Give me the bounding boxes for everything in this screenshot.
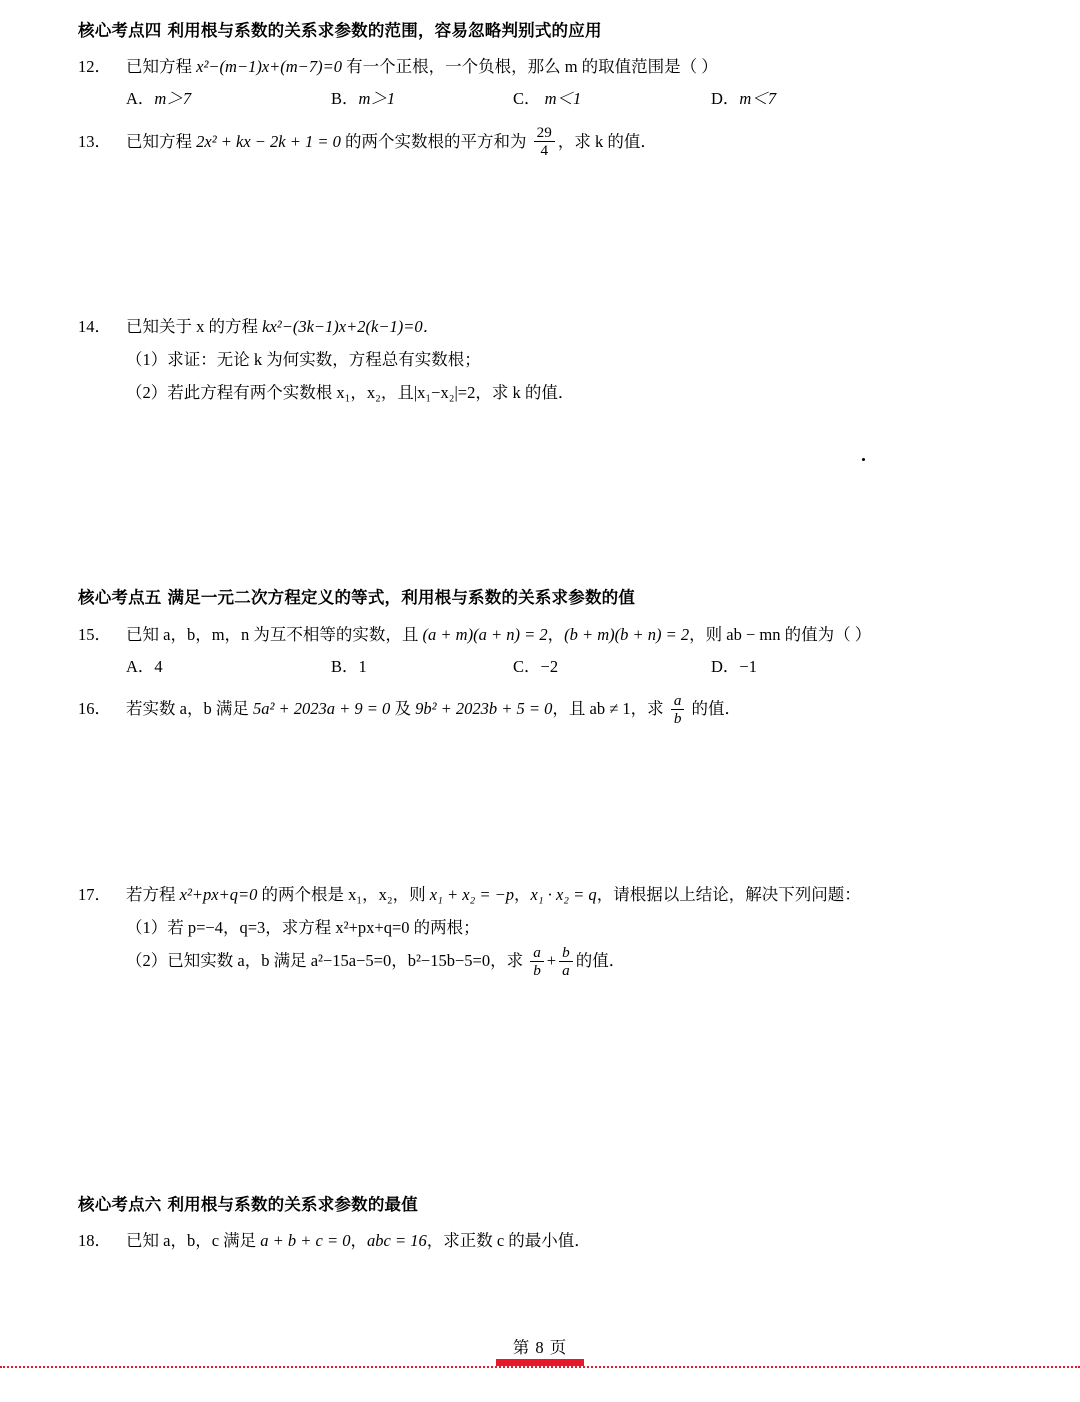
option-d-value: −1 [739,656,757,676]
question-17-mid: 的两个根是 x₁，x₂，则 [257,884,430,904]
question-13-expression: 2x² + kx − 2k + 1 = 0 [196,131,341,151]
option-a-value: 4 [154,656,163,676]
option-d [711,651,861,682]
option-d-label: D． [711,656,740,676]
option-b-value: m＞1 [358,89,396,109]
question-13-mid: 的两个实数根的平方和为 [340,131,531,151]
question-18-tail: ，求正数 c 的最小值． [426,1231,591,1251]
question-13-number: 13． [78,131,111,151]
question-15-text [126,625,871,644]
option-b-label: B． [331,89,359,109]
question-16-mid: 及 [390,699,416,719]
answer-space-16 [78,728,1018,878]
option-d-value: m＜7 [739,89,777,109]
fraction-numerator: 29 [536,124,552,142]
question-17-fraction-1 [530,944,544,979]
question-12-lead: 已知方程 [126,57,197,77]
option-c-value: m＜1 [544,89,582,109]
spacer [78,559,1018,585]
question-15-tail: ，则 ab − mn 的值为（ ） [689,624,872,644]
question-16-expression-1: 5a² + 2023a + 9 = 0 [252,699,391,719]
option-d-label: D． [711,89,740,109]
question-17-expression-2: x₁ + x₂ = −p [429,884,515,904]
option-b-value: 1 [358,656,367,676]
question-16 [78,692,1018,728]
question-15-number: 15． [78,624,111,644]
fraction-denominator: 4 [534,141,555,159]
question-17 [78,878,1018,911]
fraction-numerator: a [533,943,541,961]
page-footer [0,1306,1080,1402]
question-14-lead: 已知关于 x 的方程 [126,317,263,337]
option-b [331,83,513,114]
question-13-fraction [534,124,555,159]
question-17-tail: ，请根据以上结论，解决下列问题： [596,884,861,904]
question-18-mid: ， [350,1231,368,1251]
question-12-tail: 有一个正根，一个负根，那么 m 的取值范围是（ ） [341,57,718,77]
question-12-text [126,57,718,76]
answer-space-14 [78,409,1018,559]
question-16-fraction [671,692,685,727]
question-18-expression-1: a + b + c = 0 [260,1231,351,1251]
fraction-numerator: b [562,943,570,961]
option-a [126,83,331,114]
option-a-label: A． [126,89,155,109]
footer-accent-bar [496,1359,584,1366]
question-17-sub-2-lead: （2）已知实数 a，b 满足 a²−15a−5=0，b²−15b−5=0，求 [126,950,528,970]
fraction-numerator: a [673,691,682,709]
option-c [513,651,711,682]
page-number: 第 8 页 [503,1334,578,1358]
option-a-label: A． [126,656,155,676]
spacer [78,115,1018,125]
question-17-sub-2 [78,944,1018,980]
fraction-denominator: b [530,961,544,979]
option-b [331,651,513,682]
section-heading-6: 核心考点六 利用根与系数的关系求参数的最值 [78,1194,418,1214]
question-17-sub-2-tail: 的值． [575,950,626,970]
option-c [513,83,711,114]
section-heading-4: 核心考点四 利用根与系数的关系求参数的范围，容易忽略判别式的应用 [78,21,602,40]
spacer [78,682,1018,692]
question-18-expression-2: abc = 16 [367,1231,427,1251]
fraction-denominator: a [559,961,573,979]
question-13-text [126,124,657,160]
question-13 [78,125,1018,161]
answer-space-13 [78,160,1018,310]
question-13-lead: 已知方程 [126,131,197,151]
question-16-tail: 的值． [687,699,742,719]
question-16-text [126,691,742,727]
question-12 [78,50,1018,83]
question-15-lead: 已知 a，b，m，n 为互不相等的实数，且 [126,624,423,644]
question-14-expression: kx²−(3k−1)x+2(k−1)=0． [262,317,440,337]
question-15 [78,618,1018,651]
question-14-text [126,317,439,336]
question-17-mid-2: ， [514,884,531,904]
question-14 [78,310,1018,343]
question-15-expression-1: (a + m)(a + n) = 2 [422,624,548,644]
question-17-sub-1: （1）若 p=−4，q=3，求方程 x²+px+q=0 的两根； [126,917,480,937]
question-13-tail: ，求 k 的值． [557,131,657,151]
question-16-number: 16． [78,699,111,719]
spacer [78,1130,1018,1192]
question-17-number: 17． [78,884,111,904]
question-17-fraction-2 [559,944,573,979]
question-14-sub-1: （1）求证：无论 k 为何实数，方程总有实数根； [126,350,481,370]
stray-dot-mark [862,458,865,461]
option-a-value: m＞7 [154,89,192,109]
section-heading-5: 核心考点五 满足一元二次方程定义的等式，利用根与系数的关系求参数的值 [78,588,636,608]
fraction-denominator: b [671,709,685,727]
question-18-lead: 已知 a，b，c 满足 [126,1231,261,1251]
question-15-options [78,651,1018,682]
question-17-plus-sign: + [546,950,557,970]
question-17-expression-1: x²+px+q=0 [179,884,258,904]
question-15-mid: ， [547,624,565,644]
question-17-expression-3: x₁ · x₂ = q [530,884,597,904]
question-14-sub-2: （2）若此方程有两个实数根 x₁，x₂，且|x₁−x₂|=2，求 k 的值． [126,383,575,403]
question-16-mid-2: ，且 ab ≠ 1，求 [552,699,668,719]
question-18 [78,1224,1018,1257]
option-c-label: C． [513,89,541,109]
question-12-number: 12． [78,57,111,77]
answer-space-17 [78,980,1018,1130]
option-c-value: −2 [540,656,559,676]
question-17-text [126,885,861,904]
question-17-lead: 若方程 [126,884,180,904]
question-16-lead: 若实数 a，b 满足 [126,699,253,719]
option-c-label: C． [513,656,541,676]
question-16-expression-2: 9b² + 2023b + 5 = 0 [415,699,553,719]
option-a [126,651,331,682]
question-12-options [78,83,1018,114]
question-15-expression-2: (b + m)(b + n) = 2 [564,624,690,644]
option-b-label: B． [331,656,359,676]
question-14-number: 14． [78,317,111,337]
footer-dotted-rule [0,1366,1080,1368]
question-18-number: 18． [78,1231,111,1251]
question-18-text [126,1231,591,1250]
question-12-expression: x²−(m−1)x+(m−7)=0 [196,57,342,77]
option-d [711,83,861,114]
